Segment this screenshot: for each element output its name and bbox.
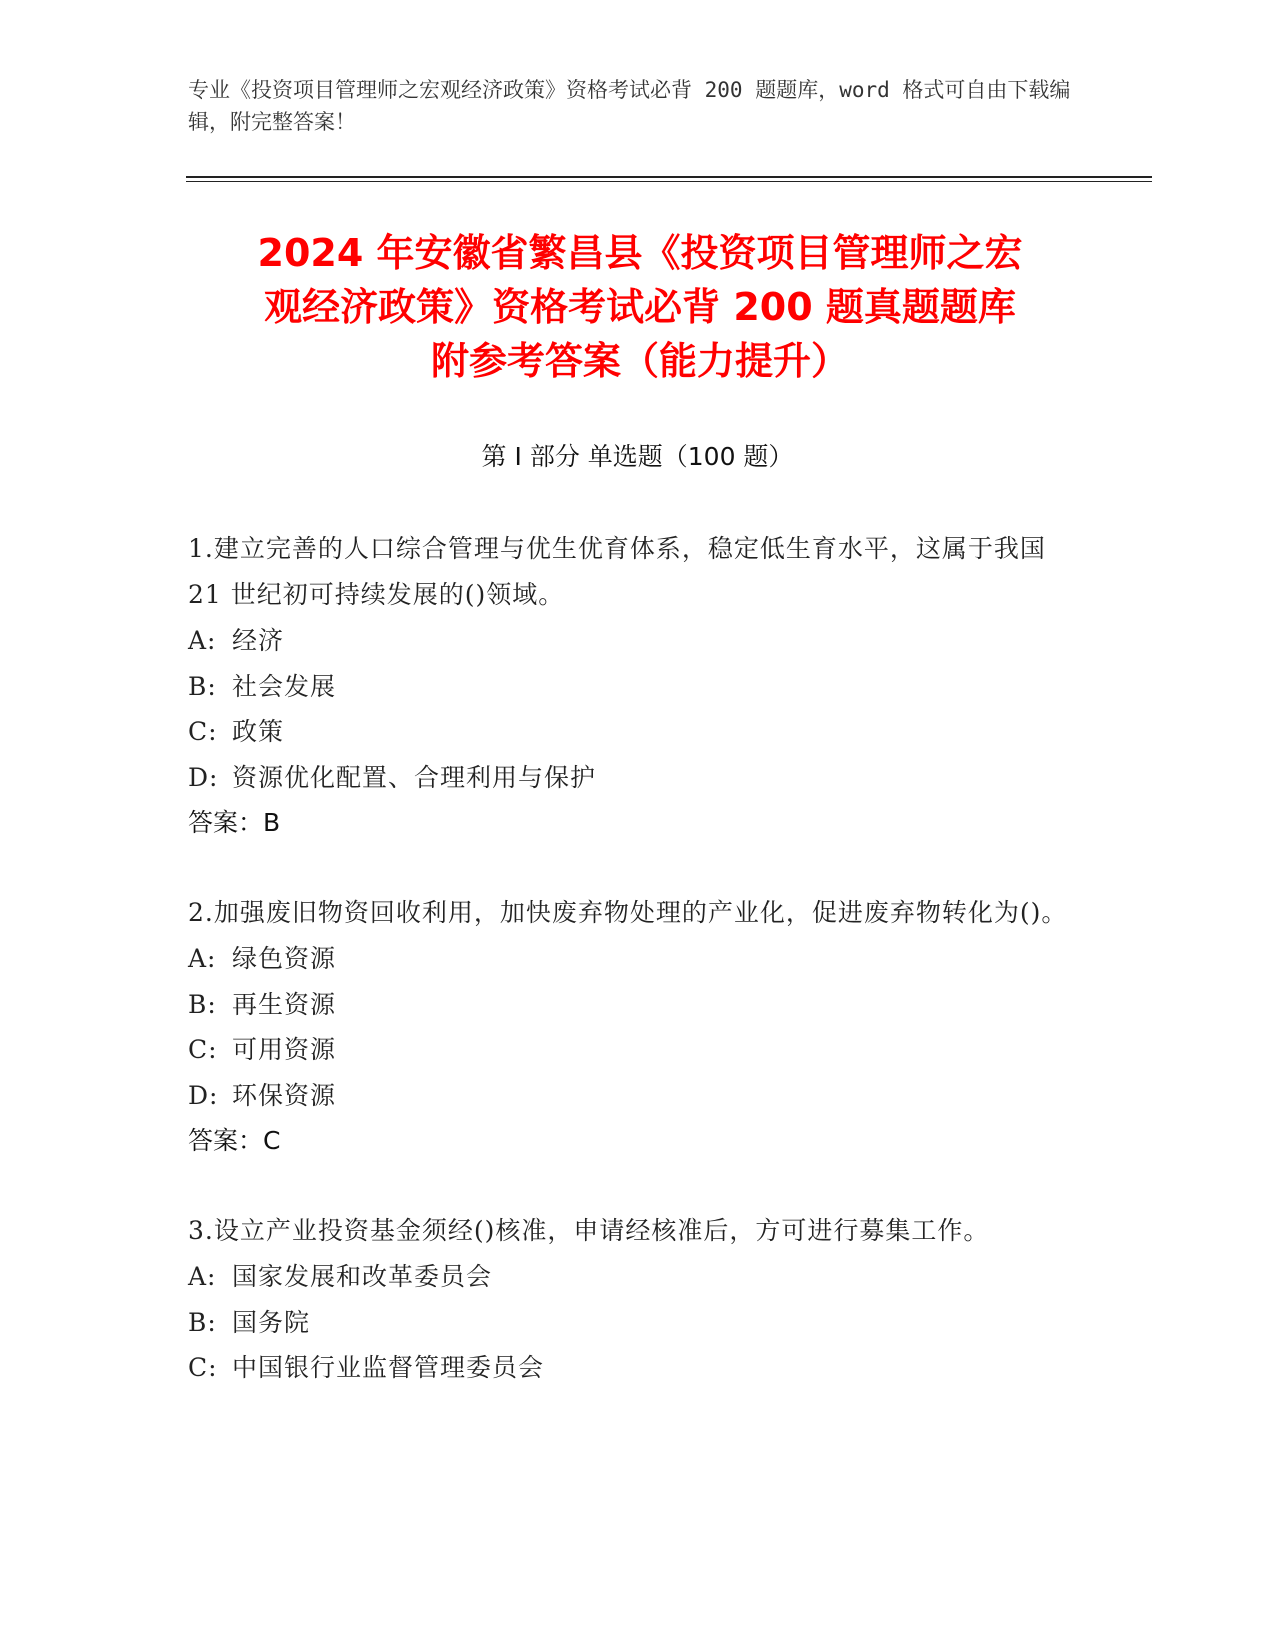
option-c bbox=[188, 1345, 1088, 1391]
option-text: 社会发展 bbox=[232, 671, 337, 701]
option-letter: D: bbox=[188, 762, 219, 792]
option-letter: A: bbox=[188, 626, 217, 655]
option-letter: C: bbox=[188, 1353, 218, 1382]
question-spacer bbox=[188, 1164, 1088, 1208]
header-note: 专业《投资项目管理师之宏观经济政策》资格考试必背 200 题题库，word 格式可自由下载编辑，附完整答案！ bbox=[188, 78, 1071, 134]
option-letter: A: bbox=[188, 944, 217, 973]
option-text: 国家发展和改革委员会 bbox=[232, 1262, 493, 1291]
option-text: 经济 bbox=[232, 626, 285, 655]
question-stem: 3.设立产业投资基金须经()核准，申请经核准后，方可进行募集工作。 bbox=[188, 1216, 990, 1245]
option-letter: A: bbox=[188, 1262, 217, 1291]
option-letter: B: bbox=[188, 671, 217, 701]
option-c bbox=[188, 709, 1088, 755]
question-1 bbox=[188, 526, 1088, 846]
option-a bbox=[188, 1254, 1088, 1300]
header-divider-thin bbox=[186, 181, 1152, 182]
option-a bbox=[188, 618, 1088, 664]
option-letter: B: bbox=[188, 1307, 217, 1337]
option-c bbox=[188, 1027, 1088, 1073]
title-line: 观经济政策》资格考试必背 200 题真题题库 bbox=[264, 285, 1016, 329]
option-text: 绿色资源 bbox=[232, 944, 337, 973]
question-stem: 1.建立完善的人口综合管理与优生优育体系，稳定低生育水平，这属于我国 21 世纪初可持续发展的()领域。 bbox=[188, 534, 1046, 609]
answer-line: 答案：C bbox=[188, 1126, 281, 1155]
option-text: 国务院 bbox=[232, 1307, 311, 1337]
answer-line: 答案：B bbox=[188, 808, 281, 837]
option-b bbox=[188, 664, 1088, 710]
title-line: 2024 年安徽省繁昌县《投资项目管理师之宏 bbox=[257, 231, 1023, 275]
document-title bbox=[160, 226, 1120, 388]
question-2 bbox=[188, 890, 1088, 1164]
question-spacer bbox=[188, 846, 1088, 890]
option-letter: C: bbox=[188, 717, 218, 746]
option-d bbox=[188, 755, 1088, 801]
option-b bbox=[188, 1300, 1088, 1346]
option-text: 资源优化配置、合理利用与保护 bbox=[232, 762, 597, 792]
option-text: 中国银行业监督管理委员会 bbox=[232, 1353, 545, 1382]
option-text: 再生资源 bbox=[232, 989, 337, 1019]
section-title: 第 I 部分 单选题（100 题） bbox=[481, 442, 794, 471]
question-3 bbox=[188, 1208, 1088, 1391]
question-stem: 2.加强废旧物资回收利用，加快废弃物处理的产业化，促进废弃物转化为()。 bbox=[188, 898, 1068, 927]
option-text: 环保资源 bbox=[232, 1080, 337, 1110]
option-b bbox=[188, 982, 1088, 1028]
question-list bbox=[188, 526, 1088, 1391]
option-letter: C: bbox=[188, 1035, 218, 1064]
header-divider-thick bbox=[186, 176, 1152, 178]
option-d bbox=[188, 1073, 1088, 1119]
title-line: 附参考答案（能力提升） bbox=[430, 339, 849, 383]
option-text: 政策 bbox=[232, 717, 285, 746]
option-letter: D: bbox=[188, 1080, 219, 1110]
option-text: 可用资源 bbox=[232, 1035, 337, 1064]
option-a bbox=[188, 936, 1088, 982]
option-letter: B: bbox=[188, 989, 217, 1019]
